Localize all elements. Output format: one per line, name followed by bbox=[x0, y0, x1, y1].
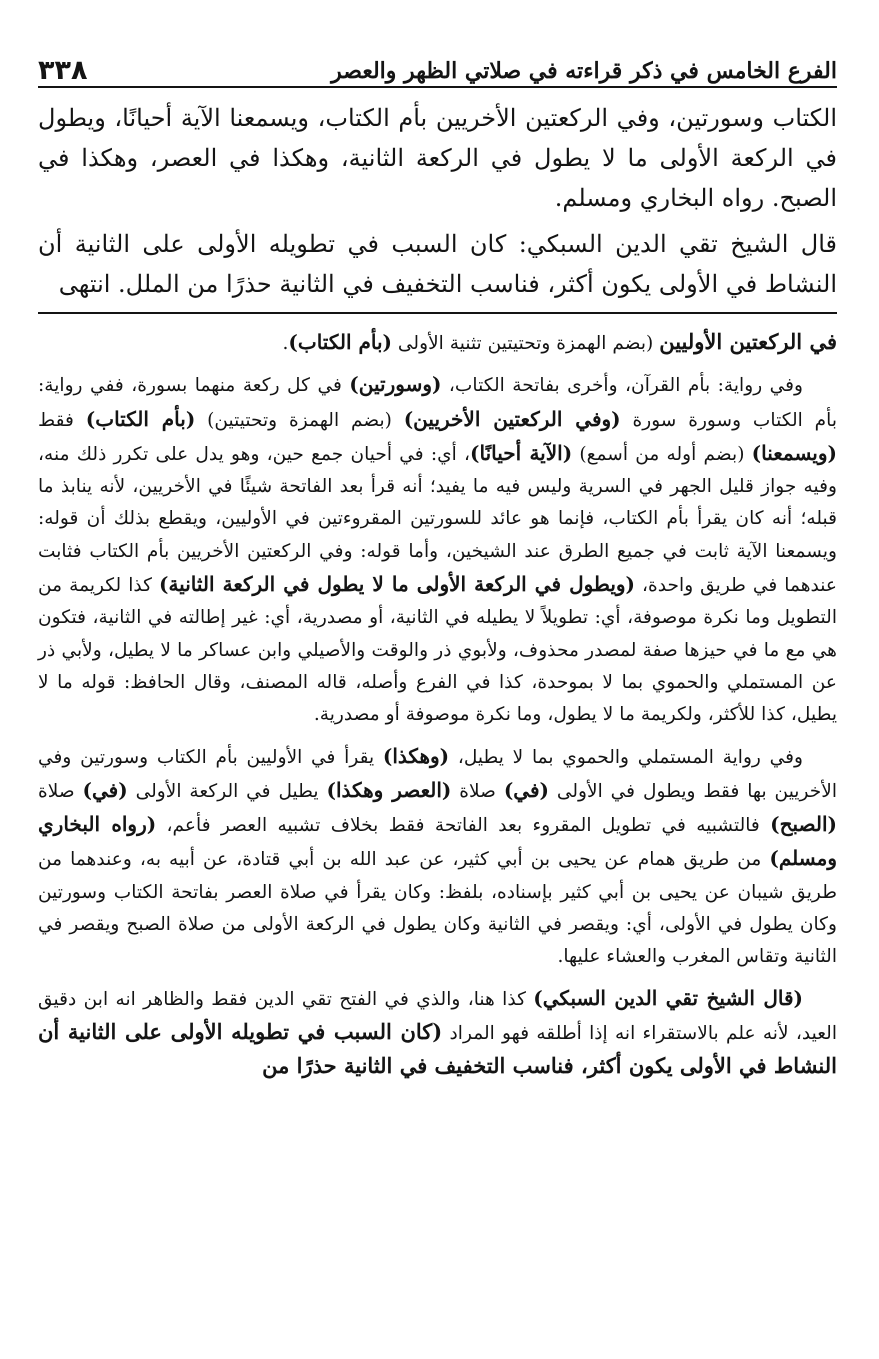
bold-term: (في) bbox=[82, 777, 128, 802]
text-run: (بضم الهمزة وتحتيتين) bbox=[195, 409, 404, 431]
text-run: في كل ركعة منهما بسورة، ففي رواية: بأم الكتاب وسورة سورة bbox=[38, 375, 837, 431]
bold-term: (بأم الكتاب) bbox=[288, 330, 393, 354]
text-run: وفي رواية المستملي والحموي بما لا يطيل، bbox=[449, 746, 803, 768]
page-number: ٣٣٨ bbox=[38, 55, 88, 86]
text-run: وفي رواية: بأم القرآن، وأخرى بفاتحة الكتاب، bbox=[441, 375, 803, 397]
bold-term: (ويطول في الركعة الأولى ما لا يطول في الركعة الثانية) bbox=[158, 572, 636, 597]
bold-term: (الصبح) bbox=[770, 812, 838, 837]
section-divider bbox=[38, 312, 837, 314]
commentary-paragraph-2 bbox=[38, 368, 837, 731]
bold-term: (وفي الركعتين الأخريين) bbox=[403, 406, 621, 431]
bold-term: (وسورتين) bbox=[349, 372, 442, 397]
text-run: (بضم الهمزة وتحتيتين تثنية الأولى bbox=[392, 333, 660, 354]
quote-paragraph: قال الشيخ تقي الدين السبكي: كان السبب في تطويله الأولى على الثانية أن النشاط في الأولى يكون أكثر، فناسب التخفيف في الثانية حذرًا من الملل. انتهى bbox=[38, 230, 837, 298]
text-run: صلاة bbox=[38, 780, 83, 802]
commentary-paragraph-4 bbox=[38, 982, 837, 1085]
text-run: ، أي: في أحيان جمع حين، وهو يدل على تكرر ذلك منه، وفيه جواز قليل الجهر في السرية وليس فيه ما يفيد؛ أنه قرأ بعد الفاتحة شيئًا في الأخريين، لأنه ينابذ ما قبله؛ أنه كان يقرأ بأم الكتاب، فإنما هو عائد للسورتين المقروءتين في الأوليين، ويقطع بذلك أن قوله: ويسمعنا الآية ثابت في جميع الطرق عند الشيخين، وأما قوله: وفي الركعتين الأخريين بأم الكتاب فثابت عندهما في طريق واحدة، bbox=[38, 443, 837, 597]
bold-term: (وهكذا) bbox=[382, 743, 450, 768]
running-header bbox=[38, 50, 837, 88]
text-run: . bbox=[282, 333, 289, 354]
bold-term: (رواه البخاري ومسلم) bbox=[38, 812, 837, 871]
text-run: صلاة bbox=[451, 780, 504, 802]
text-run: (بضم أوله من أسمع) bbox=[572, 443, 752, 465]
bold-term: (الآية أحيانًا) bbox=[470, 440, 573, 465]
text-run: فقط bbox=[38, 409, 86, 431]
bold-term: (العصر وهكذا) bbox=[326, 777, 452, 802]
text-run: فالتشبيه في تطويل المقروء بعد الفاتحة فقط بخلاف تشبيه العصر فأعم، bbox=[156, 815, 771, 837]
text-run: كذا هنا، والذي في الفتح تقي الدين فقط والظاهر انه ابن دقيق العيد، لأنه علم بالاستقراء انه إذا أطلقه فهو المراد bbox=[38, 988, 837, 1044]
running-title: الفرع الخامس في ذكر قراءته في صلاتي الظهر والعصر bbox=[331, 58, 837, 84]
bold-term: (في) bbox=[503, 777, 549, 802]
hadith-paragraph: الكتاب وسورتين، وفي الركعتين الأخريين بأم الكتاب، ويسمعنا الآية أحيانًا، ويطول في الركعة الأولى ما لا يطول في الركعة الثانية، وهكذا في العصر، وهكذا في الصبح. رواه البخاري ومسلم. bbox=[38, 104, 837, 212]
bold-term: (بأم الكتاب) bbox=[85, 406, 196, 431]
commentary-paragraph-1 bbox=[38, 326, 837, 360]
commentary-paragraph-3 bbox=[38, 740, 837, 974]
hadith-text bbox=[38, 98, 837, 304]
bold-term: في الركعتين الأوليين bbox=[659, 329, 837, 354]
bold-term: (قال الشيخ تقي الدين السبكي) bbox=[533, 985, 803, 1010]
text-run: يقرأ في الأوليين بأم الكتاب وسورتين وفي الأخريين بها فقط ويطول في الأولى bbox=[38, 746, 838, 802]
commentary-text bbox=[38, 326, 837, 1085]
bold-term: (ويسمعنا) bbox=[751, 440, 837, 465]
text-run: كذا لكريمة من التطويل وما نكرة موصوفة، أي: تطويلاً لا يطيله في الثانية، أو مصدرية، أي: غير إطالته في الثانية، فتكون هي مع ما في حيزها صفة لمصدر محذوف، ولأبوي ذر والوقت والأصيلي وابن عساكر ما لا يطيل، ولأبي ذر عن المستملي والحموي بما لا بموحدة، كذا في الفرع وأصله، قاله المصنف، وقال الحافظ: قوله ما لا يطيل، كذا للأكثر، ولكريمة ما لا يطول، وما نكرة موصوفة أو مصدرية. bbox=[38, 575, 837, 726]
text-run: من طريق همام عن يحيى بن أبي كثير، عن عبد الله بن أبي قتادة، عن أبيه به، وعندهما من طريق شيبان عن يحيى بن أبي كثير بإسناده، بلفظ: وكان يقرأ في صلاة العصر بفاتحة الكتاب وسورتين وكان يطول في الأولى، أي: ويقصر في الثانية وكان يطول في الركعة الأولى من صلاة الصبح ويقصر في الثانية وتقاس المغرب والعشاء عليها. bbox=[38, 849, 837, 968]
bold-term: (كان السبب في تطويله الأولى على الثانية أن النشاط في الأولى يكون أكثر، فناسب التخفيف في الثانية حذرًا من bbox=[38, 1018, 837, 1079]
text-run: يطيل في الركعة الأولى bbox=[127, 780, 327, 802]
